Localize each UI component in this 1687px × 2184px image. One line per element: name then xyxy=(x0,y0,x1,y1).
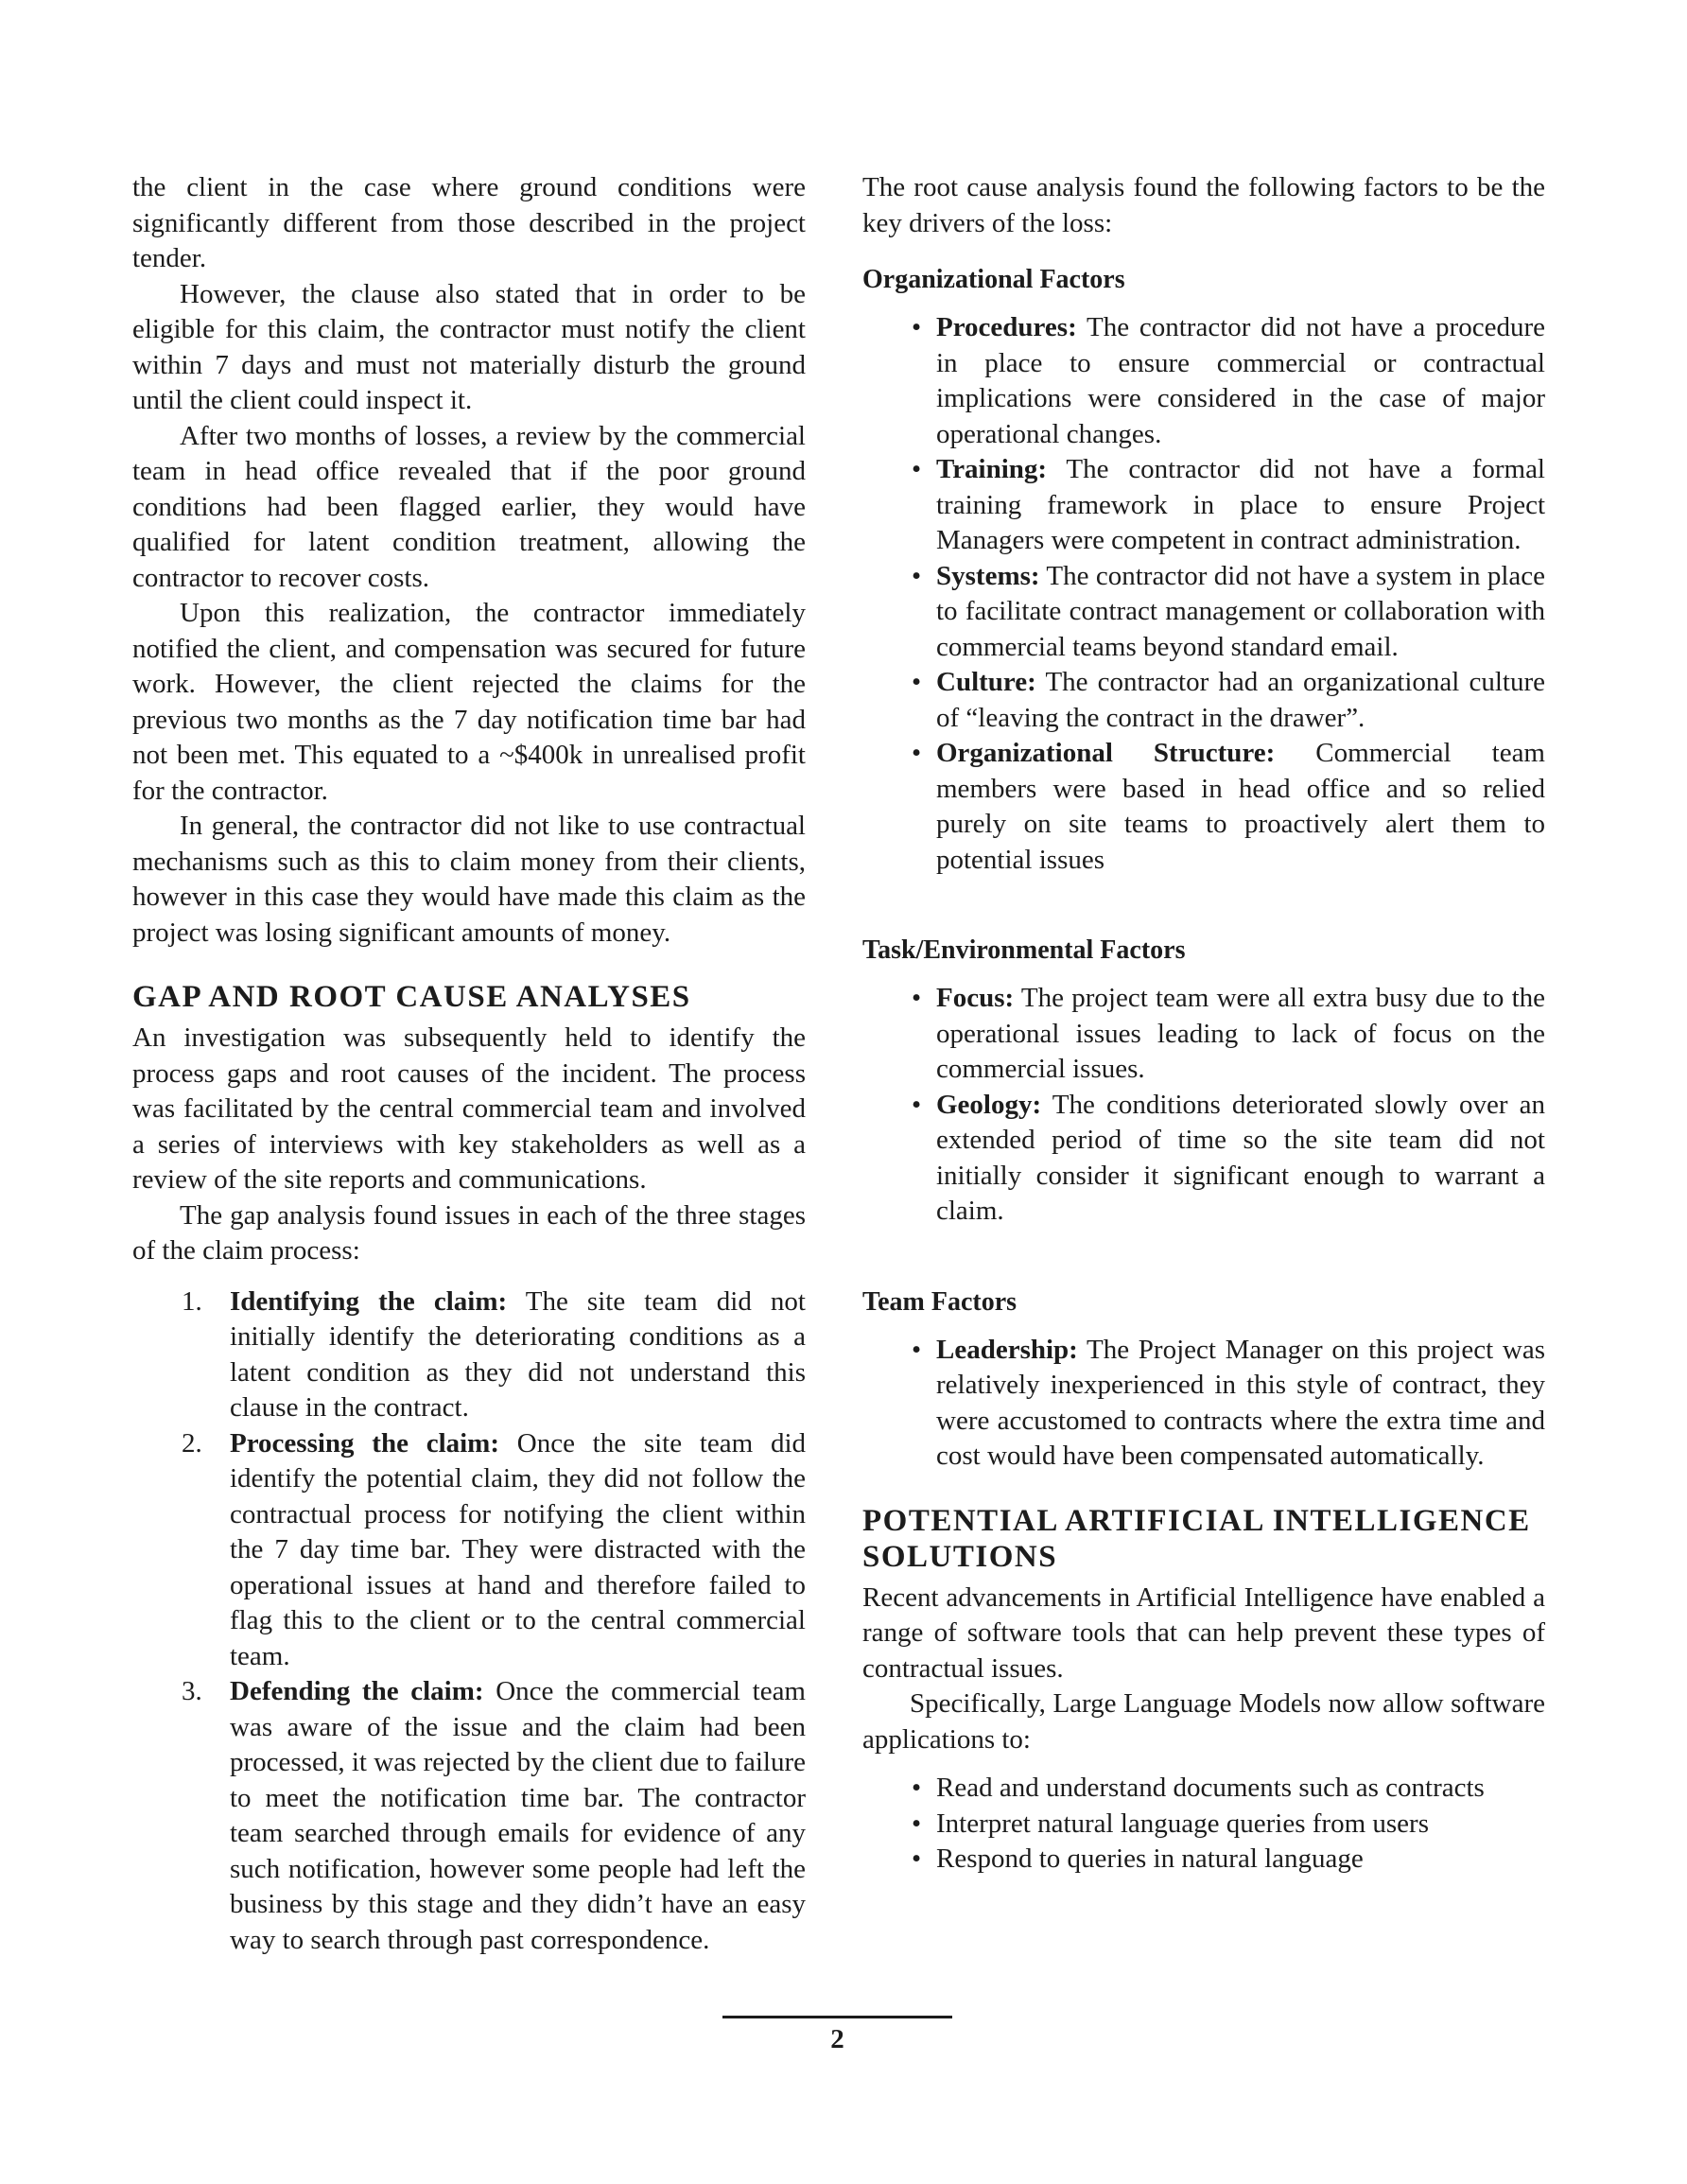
list-item xyxy=(862,736,1545,878)
bullet-icon: • xyxy=(912,1334,922,1365)
bullet-icon: • xyxy=(912,454,922,484)
list-item-text: The contractor did not have a formal training framework in place to ensure Project Managers were competent in contract administration. xyxy=(936,454,1545,555)
bullet-icon: • xyxy=(912,738,922,768)
paragraph: However, the clause also stated that in order to be eligible for this claim, the contractor must notify the client within 7 days and must not materially disturb the ground until the client could inspect it. xyxy=(132,278,806,415)
list-item-title: Procedures: xyxy=(936,312,1077,342)
list-item-text: Read and understand documents such as contracts xyxy=(936,1773,1485,1803)
list-item-text: The site team did not initially identify the deteriorating conditions as a latent condition as they did not understand this clause in the contract. xyxy=(230,1285,806,1423)
list-item-text: The contractor had an organizational culture of “leaving the contract in the drawer”. xyxy=(936,667,1545,733)
paragraph: The root cause analysis found the following factors to be the key drivers of the loss: xyxy=(862,172,1545,238)
page-number: 2 xyxy=(830,2024,844,2054)
bullet-icon: • xyxy=(912,667,922,697)
bullet-icon: • xyxy=(912,1843,922,1874)
list-item-text: Once the site team did identify the potential claim, they did not follow the contractual process for notifying the client within the 7 day time bar. They were distracted with the operational issues at hand and therefore failed to flag this to the client or to the central commercial team. xyxy=(230,1427,806,1671)
list-item-title: Systems: xyxy=(936,560,1040,591)
list-item-title: Identifying the claim: xyxy=(230,1285,508,1317)
list-item-text: Commercial team members were based in head office and so relied purely on site teams to proactively alert them to potential issues xyxy=(936,738,1545,875)
list-item-text: The Project Manager on this project was relatively inexperienced in this style of contract, they were accustomed to contracts where the extra time and cost would have been compensated automatically. xyxy=(936,1334,1545,1471)
bullet-icon: • xyxy=(912,560,922,591)
section-heading-gap-analysis: GAP AND ROOT CAUSE ANALYSES xyxy=(132,980,691,1014)
list-item-text: Interpret natural language queries from users xyxy=(936,1808,1429,1839)
list-item-text: The contractor did not have a system in place to facilitate contract management or collaboration with commercial teams beyond standard email. xyxy=(936,560,1545,662)
paragraph: The gap analysis found issues in each of the three stages of the claim process: xyxy=(132,1199,806,1266)
subheading-organizational-factors: Organizational Factors xyxy=(862,265,1125,294)
list-item-text: The contractor did not have a procedure in place to ensure commercial or contractual implications were considered in the case of major operational changes. xyxy=(936,312,1545,449)
list-item xyxy=(862,310,1545,452)
list-item xyxy=(862,1842,1545,1878)
team-factors-list xyxy=(862,1333,1545,1475)
list-item xyxy=(862,981,1545,1088)
list-number: 1. xyxy=(182,1285,202,1317)
paragraph: Upon this realization, the contractor immediately notified the client, and compensation was secured for future work. However, the client rejected the claims for the previous two months as the 7 day notification time bar had not been met. This equated to a ~$400k in unrealised profit for the contractor. xyxy=(132,598,806,806)
list-item-title: Leadership: xyxy=(936,1334,1078,1365)
list-number: 3. xyxy=(182,1676,202,1706)
list-item-title: Defending the claim: xyxy=(230,1676,484,1706)
bullet-icon: • xyxy=(912,312,922,342)
list-item-text: Respond to queries in natural language xyxy=(936,1843,1364,1874)
bullet-icon: • xyxy=(912,1773,922,1803)
list-item xyxy=(132,1426,806,1675)
section-heading-ai-solutions: POTENTIAL ARTIFICIAL INTELLIGENCE SOLUTIONS xyxy=(862,1503,1531,1574)
organizational-factors-list xyxy=(862,310,1545,878)
right-column xyxy=(862,170,1545,1878)
list-item xyxy=(132,1674,806,1958)
paragraph: Specifically, Large Language Models now allow software applications to: xyxy=(862,1688,1545,1755)
subheading-task-environmental-factors: Task/Environmental Factors xyxy=(862,935,1186,965)
subheading-team-factors: Team Factors xyxy=(862,1286,1017,1317)
list-item-title: Focus: xyxy=(936,983,1015,1013)
list-item xyxy=(862,559,1545,666)
list-item-title: Training: xyxy=(936,454,1048,484)
list-item xyxy=(862,1088,1545,1230)
ai-capabilities-list xyxy=(862,1771,1545,1878)
left-column xyxy=(132,170,806,1958)
footer-rule xyxy=(722,2016,952,2018)
list-item-text: The conditions deteriorated slowly over an extended period of time so the site team did not initially consider it significant enough to warrant a claim. xyxy=(936,1089,1545,1226)
bullet-icon: • xyxy=(912,983,922,1013)
list-item xyxy=(862,452,1545,559)
paragraph: Recent advancements in Artificial Intelligence have enabled a range of software tools that can help prevent these types of contractual issues. xyxy=(862,1581,1545,1684)
paragraph: An investigation was subsequently held to identify the process gaps and root causes of the incident. The process was facilitated by the central commercial team and involved a series of interviews with key stakeholders as well as a review of the site reports and communications. xyxy=(132,1022,806,1195)
list-item-title: Geology: xyxy=(936,1089,1042,1120)
list-item-title: Culture: xyxy=(936,667,1036,697)
list-item xyxy=(132,1284,806,1426)
list-item xyxy=(862,1807,1545,1843)
list-number: 2. xyxy=(182,1427,202,1459)
list-item xyxy=(862,665,1545,736)
claim-stages-list xyxy=(132,1284,806,1959)
list-item xyxy=(862,1771,1545,1807)
paragraph: In general, the contractor did not like to use contractual mechanisms such as this to claim money from their clients, however in this case they would have made this claim as the project was losing significant amounts of money. xyxy=(132,811,806,948)
list-item-text: The project team were all extra busy due to the operational issues leading to lack of focus on the commercial issues. xyxy=(936,983,1546,1084)
paragraph: After two months of losses, a review by the commercial team in head office revealed that if the poor ground conditions had been flagged earlier, they would have qualified for latent condition treatment, allowing the contractor to recover costs. xyxy=(132,420,806,593)
list-item xyxy=(862,1333,1545,1475)
bullet-icon: • xyxy=(912,1808,922,1839)
task-factors-list xyxy=(862,981,1545,1230)
list-item-title: Organizational Structure: xyxy=(936,738,1276,768)
bullet-icon: • xyxy=(912,1089,922,1120)
list-item-title: Processing the claim: xyxy=(230,1427,499,1459)
list-item-text: Once the commercial team was aware of the issue and the claim had been processed, it was rejected by the client due to failure to meet the notification time bar. The contractor team searched through emails for evidence of any such notification, however some people had left the business by this stage and they didn’t have an easy way to search through past correspondence. xyxy=(230,1676,806,1955)
paragraph: the client in the case where ground conditions were significantly different from those described in the project tender. xyxy=(132,172,806,273)
